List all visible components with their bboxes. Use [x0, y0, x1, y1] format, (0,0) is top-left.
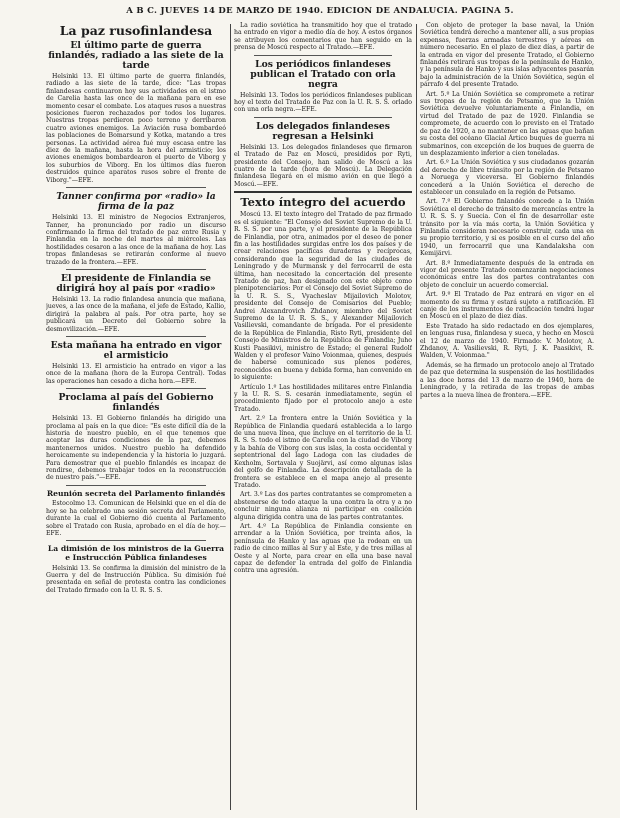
article-tanner: Helsinki 13. El ministro de Negocios Extranjeros, Tanner, ha pronunciado por radio un discurso confirmando la firma del tratado de paz entre Rusia y Finlandia en la noche del martes al miércoles. Las hostilidades cesaron a las once de la mañana de hoy. Las tropas finlandesas se retirarán conforme al nuevo trazado de la frontera.—EFE.	[46, 214, 226, 266]
article-protocolo: Además, se ha firmado un protocolo anejo al Tratado de paz que determina la suspensión de las hostilidades a las doce horas del 13 de marzo de 1940, hora de Leningrado, y la retirada de las tropas de ambas partes a la nueva línea de frontera.—EFE.	[420, 361, 594, 399]
column-3	[420, 22, 594, 812]
article-art9: Art. 9.º El Tratado de Paz entrará en vigor en el momento de su firma y estará sujeto a ratificación. El canje de los instrumentos de ratificación tendrá lugar en Moscú en el plazo de diez días.	[420, 291, 594, 321]
column-divider-1	[230, 24, 231, 810]
separator	[254, 117, 392, 118]
article-texto-integro: Moscú 13. El texto íntegro del Tratado de paz firmado es el siguiente: "El Consejo del Soviet Supremo de la U. R. S. S. por una parte, y el presidente de la República de Finlandia, por otra, animados por el deseo de poner fin a las hostilidades surgidas entre los dos países y de crear relaciones pacíficas duraderas y recíprocas, considerando que la seguridad de las ciudades de Leningrado y de Murmansk y del ferrocarril de esta última, han necesitado la concertación del presente Tratado de paz, han designado con este objeto como plenipotenciarios: Por el Consejo del Soviet Supremo de la U. R. S. S., Vyacheslav Mijailovich Molotov, presidente del Consejo de Comisarios del Pueblo; Andrei Alexandrovich Zhdanov, miembro del Soviet Supremo de la U. R. S. S., y Alexander Mijailovich Vasilievski, comandante de brigada. Por el presidente de la República de Finlandia, Risto Ryti, presidente del Consejo de Ministros de la República de Finlandia; Juho Kusti Paasikivi, ministro de Estado; el general Rudolf Walden y el profesor Vaino Voionmaa, quienes, después de haberse comunicado sus plenos poderes, reconocidos en buena y debida forma, han convenido en lo siguiente:	[234, 211, 412, 382]
headline-delegados: Los delegados finlandeses regresan a Helsinki	[256, 120, 390, 142]
headline-presidente: El presidente de Finlandia se dirigirá hoy al país por «radio»	[56, 272, 216, 294]
headline-tanner: Tanner confirma por «radio» la firma de la paz	[56, 191, 216, 213]
masthead: A B C. JUEVES 14 DE MARZO DE 1940. EDICION DE ANDALUCIA. PAGINA 5.	[126, 6, 514, 16]
separator	[254, 55, 392, 56]
article-art5: Art. 5.º La Unión Soviética se compromete a retirar sus tropas de la región de Petsamo, que la Unión Soviética devuelve voluntariamente a Finlandia, en virtud del Tratado de paz de 1920. Finlandia se compromete, de acuerdo con lo previsto en el Tratado de paz de 1920, a no mantener en las aguas que bañan su costa del océano Glacial Ártico buques de guerra ni submarinos, con excepción de los buques de guerra de un desplazamiento inferior a cien toneladas.	[420, 90, 594, 157]
headline-orla-negra: Los periódicos finlandeses publican el Tratado con orla negra	[250, 58, 396, 90]
headline-armisticio: Esta mañana ha entrado en vigor el armisticio	[50, 339, 222, 361]
headline-reunion-secreta: Reunión secreta del Parlamento finlandés	[46, 488, 226, 498]
article-proclama: Helsinki 13. El Gobierno finlandés ha dirigido una proclama al país en la que dice: "Es este difícil día de la historia de nuestro pueblo, en el que tenemos que aceptar las duras condiciones de la paz, debemos mantenernos unidos. Nuestro pueblo ha defendido heroicamente su independencia y la historia lo juzgará. Para demostrar que el pueblo finlandés es incapaz de rendirse, debemos trabajar todos en la reconstrucción de nuestro país."—EFE.	[46, 415, 226, 482]
article-orla-negra: Helsinki 13. Todos los periódicos finlandeses publican hoy el texto del Tratado de Paz con la U. R. S. S. orlado con una orla negra.—EFE.	[234, 91, 412, 114]
article-dimision: Helsinki 13. Se confirma la dimisión del ministro de la Guerra y del de Instrucción Pública. Su dimisión fué presentada en señal de protesta contra las condiciones del Tratado firmado con la U. R. S. S.	[46, 564, 226, 594]
article-art2: Art. 2.º La frontera entre la Unión Soviética y la República de Finlandia quedará establecida a lo largo de una nueva línea, que incluye en el territorio de la U. R. S. S. todo el istmo de Carelia con la ciudad de Viborg y la bahía de Viborg con sus islas, la costa occidental y septentrional del lago Ladoga con las ciudades de Kexholm, Sortavala y Suojärvi, así como algunas islas del golfo de Finlandia. La descripción detallada de la frontera se establece en el mapa anejo al presente Tratado.	[234, 415, 412, 489]
separator	[66, 187, 206, 188]
headline-ultimo-parte: El último parte de guerra finlandés, radiado a las siete de la tarde	[48, 40, 224, 71]
headline-proclama: Proclama al país del Gobierno finlandés	[58, 392, 214, 414]
article-ultimo-parte: Helsinki 13. El último parte de guerra finlandés, radiado a las siete de la tarde, dice: "Las tropas finlandesas continuaron hoy sus actividades en el istmo de Carelia hasta las once de la mañana para en ese momento cesar el combate. Los ataques rusos a nuestras posiciones fueron rechazados por todos los lugares. Nuestras tropas perdieron poco terreno y derribaron cuatro aviones enemigos. La Aviación rusa bombardeó las poblaciones de Bomarsund y Kotka, matando a tres personas. La actividad aérea fué muy escasa entre las diez de la mañana, hasta la hora del armisticio; los aviones enemigos bombardearon el puerto de Viborg y los suburbios de Viborg. En los últimos días fueron destruidos quince aparatos rusos sobre el frente de Viborg."—EFE.	[46, 73, 226, 184]
separator	[66, 485, 206, 486]
article-art1: Artículo 1.º Las hostilidades militares entre Finlandia y la U. R. S. S. cesarán inmediatamente, según el procedimiento fijado por el protocolo anejo a este Tratado.	[234, 383, 412, 413]
separator	[66, 540, 206, 541]
article-firmas: Este Tratado ha sido redactado en dos ejemplares, en lenguas rusa, finlandesa y sueca, y hecho en Moscú el 12 de marzo de 1940. Firmado: V. Molotov, A. Zhdanov, A. Vasilievski, R. Ryti, J. K. Paasikivi, R. Walden, V. Voionmaa."	[420, 322, 594, 360]
headline-dimision: La dimisión de los ministros de la Guerra e Instrucción Pública finlandeses	[47, 544, 225, 563]
column-2	[234, 22, 412, 812]
column-divider-2	[416, 24, 417, 810]
article-art8: Art. 8.º Inmediatamente después de la entrada en vigor del presente Tratado comenzarán negociaciones económicas entre las dos partes contratantes con objeto de concluir un acuerdo comercial.	[420, 259, 594, 289]
article-delegados: Helsinki 13. Los delegados finlandeses que firmaron el Tratado de Paz en Moscú, presididos por Ryti, presidente del Consejo, han salido de Moscú a las cuatro de la tarde (hora de Moscú). La Delegación finlandesa llegará en el mismo avión en que llegó a Moscú.—EFE.	[234, 143, 412, 188]
article-hanko: Con objeto de proteger la base naval, la Unión Soviética tendrá derecho a mantener allí, a sus propias expensas, fuerzas armadas terrestres y aéreas en número necesario. En el plazo de diez días, a partir de la entrada en vigor del presente Tratado, el Gobierno finlandés retirará sus tropas de la península de Hanko, y la península de Hanko y sus islas adyacentes pasarán bajo la administración de la Unión Soviética, según el párrafo 4 del presente Tratado.	[420, 22, 594, 89]
article-armisticio: Helsinki 13. El armisticio ha entrado en vigor a las once de la mañana (hora de la Europa Central). Todas las operaciones han cesado a dicha hora.—EFE.	[46, 362, 226, 385]
separator	[66, 269, 206, 270]
separator	[66, 388, 206, 389]
article-art3: Art. 3.º Las dos partes contratantes se comprometen a abstenerse de todo ataque la una contra la otra y a no concluir ninguna alianza ni participar en coalición alguna dirigida contra una de las partes contratantes.	[234, 491, 412, 521]
article-radio-sovietica: La radio soviética ha transmitido hoy que el tratado ha entrado en vigor a medio día de hoy. A estos órganos se atribuyen los comentarios que han seguido en la prensa de Moscú respecto al Tratado.—EFE.	[234, 22, 412, 52]
article-art6: Art. 6.º La Unión Soviética y sus ciudadanos gozarán del derecho de libre tránsito por la región de Petsamo a Noruega y viceversa. El Gobierno finlandés concederá a la Unión Soviética el derecho de establecer un consulado en la región de Petsamo.	[420, 159, 594, 196]
article-reunion-secreta: Estocolmo 13. Comunican de Helsinki que en el día de hoy se ha celebrado una sesión secreta del Parlamento, durante la cual el Gobierno dió cuenta al Parlamento sobre el Tratado con Rusia, aprobado en el día de hoy.—EFE.	[46, 500, 226, 538]
headline-texto-integro: Texto íntegro del acuerdo	[240, 195, 406, 210]
main-headline: La paz rusofinlandesa	[59, 23, 213, 38]
article-presidente: Helsinki 13. La radio finlandesa anuncia que mañana, jueves, a las once de la mañana, el jefe de Estado, Kallio, dirigirá la palabra al país. Por otra parte, hoy se publicará un Decreto del Gobierno sobre la desmovilización.—EFE.	[46, 295, 226, 333]
column-1	[46, 22, 226, 812]
separator-thick	[234, 191, 412, 193]
article-art4: Art. 4.º La República de Finlandia consiente en arrendar a la Unión Soviética, por treinta años, la península de Hanko y las aguas que la rodean en un radio de cinco millas al Sur y al Este, y de tres millas al Oeste y al Norte, para crear en ella una base naval capaz de defender la entrada del golfo de Finlandia contra una agresión.	[234, 522, 412, 575]
separator	[66, 336, 206, 337]
article-art7: Art. 7.º El Gobierno finlandés concede a la Unión Soviética el derecho de tránsito de mercancías entre la U. R. S. S. y Suecia. Con el fin de desarrollar este tránsito por la vía más corta, la Unión Soviética y Finlandia consideran necesario construir, cada una en su propio territorio, y si es posible en el curso del año 1940, un ferrocarril que una Kandalaksha con Kemijärvi.	[420, 198, 594, 258]
